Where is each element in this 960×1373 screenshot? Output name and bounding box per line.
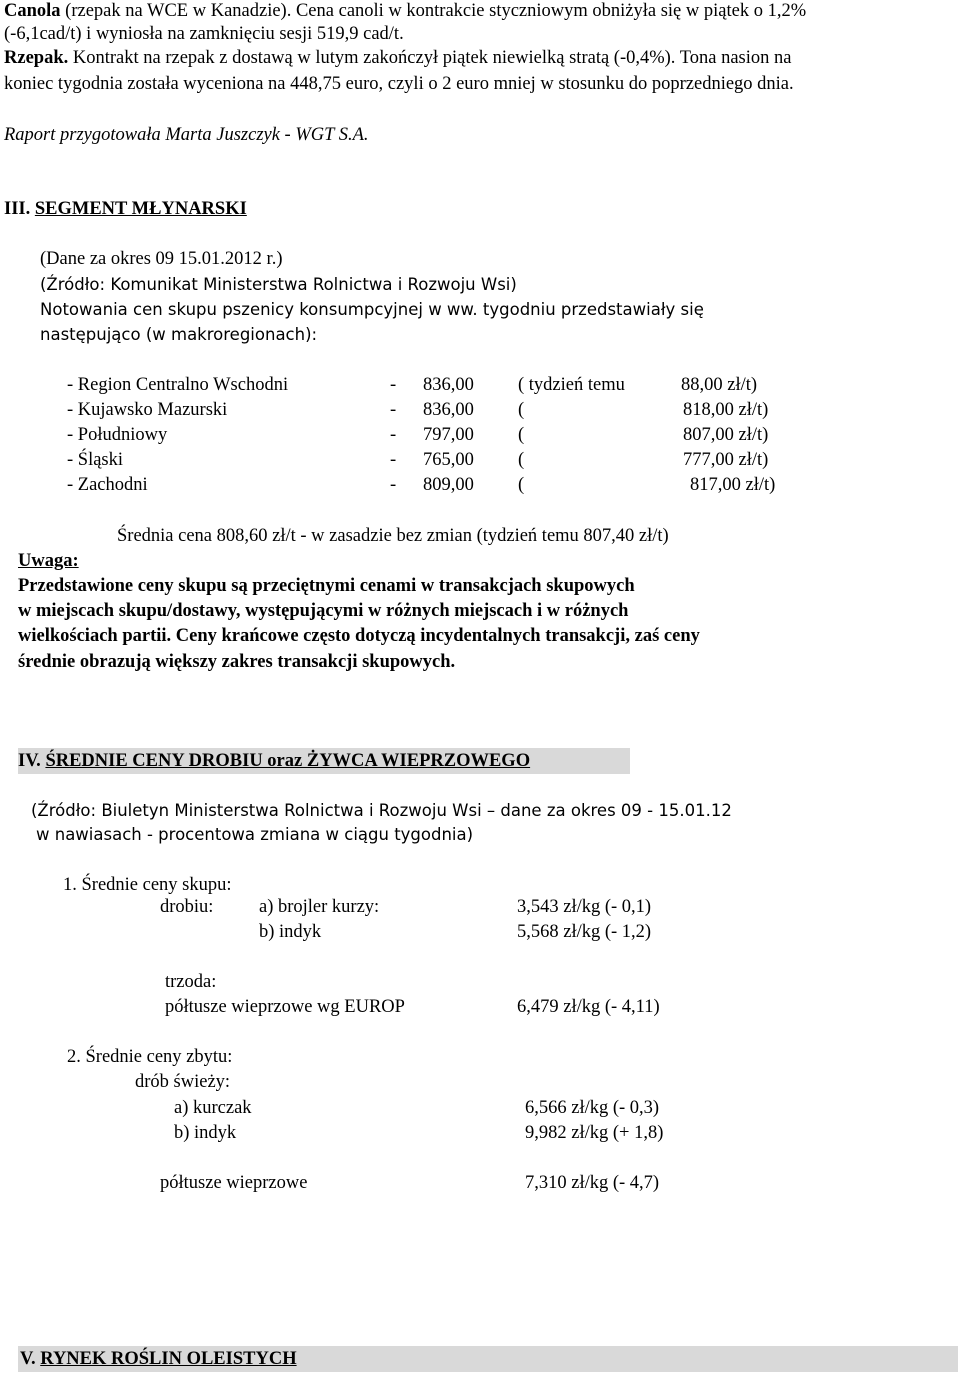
list2-title: 2. Średnie ceny zbytu: [67, 1047, 233, 1067]
region-prev-price: 818,00 zł/t) [683, 400, 769, 420]
list1-title: 1. Średnie ceny skupu: [63, 875, 232, 895]
section3-number: III. [4, 199, 31, 219]
canola-line-1 [4, 0, 806, 22]
drobiu-label: drobiu: [160, 897, 214, 917]
section4-number: IV. [18, 751, 41, 771]
rzepak-text: Kontrakt na rzepak z dostawą w lutym zakończył piątek niewielką stratą (-0,4%). Tona nasion na [68, 48, 792, 68]
note-line-4: średnie obrazują większy zakres transakcji skupowych. [18, 652, 456, 672]
rzepak-bold-label: Rzepak. [4, 48, 69, 68]
region-dash: - [390, 375, 397, 395]
region-paren: ( [518, 425, 525, 445]
region-paren: ( [518, 475, 525, 495]
section3-period: (Dane za okres 09 15.01.2012 r.) [40, 249, 283, 269]
indyk2-label: b) indyk [174, 1123, 237, 1143]
region-name: - Zachodni [67, 475, 148, 495]
drob-swiezy-label: drób świeży: [135, 1072, 231, 1092]
kurczak-label: a) kurczak [174, 1098, 252, 1118]
section3-intro-2: następująco (w makroregionach): [40, 325, 318, 344]
region-prev-price: 807,00 zł/t) [683, 425, 769, 445]
region-prev-price: 817,00 zł/t) [690, 475, 776, 495]
section3-source: (Źródło: Komunikat Ministerstwa Rolnictwa i Rozwoju Wsi) [40, 275, 517, 294]
report-author: Raport przygotowała Marta Juszczyk - WGT S.A. [4, 125, 369, 145]
region-dash: - [390, 400, 397, 420]
note-line-2: w miejscach skupu/dostawy, występującymi w różnych miejscach i w różnych [18, 601, 629, 621]
region-name: - Kujawsko Mazurski [67, 400, 228, 420]
brojler-label: a) brojler kurzy: [259, 897, 380, 917]
section3-heading [4, 198, 247, 220]
region-paren: ( [518, 400, 525, 420]
section5-heading [20, 1348, 297, 1370]
region-name: - Południowy [67, 425, 168, 445]
indyk-value: 5,568 zł/kg (- 1,2) [517, 922, 652, 942]
rzepak-line-2: koniec tygodnia została wyceniona na 448,75 euro, czyli o 2 euro mniej w stosunku do poprzedniego dnia. [4, 74, 794, 94]
kurczak-value: 6,566 zł/kg (- 0,3) [525, 1098, 660, 1118]
region-prev-price: 777,00 zł/t) [683, 450, 769, 470]
region-paren: ( [518, 450, 525, 470]
rzepak-line-1 [4, 47, 791, 69]
note-label: Uwaga: [18, 551, 79, 571]
average-price: Średnia cena 808,60 zł/t - w zasadzie bez zmian (tydzień temu 807,40 zł/t) [117, 526, 669, 546]
region-price: 836,00 [423, 375, 474, 395]
polt2-value: 7,310 zł/kg (- 4,7) [525, 1173, 660, 1193]
region-prev-price: 88,00 zł/t) [681, 375, 758, 395]
note-line-3: wielkościach partii. Ceny krańcowe często dotyczą incydentalnych transakcji, zaś ceny [18, 626, 700, 646]
canola-text: (rzepak na WCE w Kanadzie). Cena canoli w kontrakcie styczniowym obniżyła się w piątek o 1,2% [60, 1, 807, 21]
indyk-label: b) indyk [259, 922, 322, 942]
section4-title: ŚREDNIE CENY DROBIU oraz ŻYWCA WIEPRZOWEGO [45, 751, 531, 771]
section3-intro-1: Notowania cen skupu pszenicy konsumpcyjnej w ww. tygodniu przedstawiały się [40, 300, 704, 319]
section5-title: RYNEK ROŚLIN OLEISTYCH [40, 1349, 297, 1369]
region-paren: ( tydzień temu [518, 375, 625, 395]
region-price: 797,00 [423, 425, 474, 445]
polt2-label: półtusze wieprzowe [160, 1173, 308, 1193]
region-name: - Śląski [67, 450, 124, 470]
trzoda-label: trzoda: [165, 972, 217, 992]
region-name: - Region Centralno Wschodni [67, 375, 289, 395]
canola-bold-label: Canola [4, 1, 61, 21]
note-line-1: Przedstawione ceny skupu są przeciętnymi cenami w transakcjach skupowych [18, 576, 635, 596]
section4-heading [18, 750, 530, 772]
polt-value: 6,479 zł/kg (- 4,11) [517, 997, 660, 1017]
region-price: 836,00 [423, 400, 474, 420]
section4-source-1: (Źródło: Biuletyn Ministerstwa Rolnictwa i Rozwoju Wsi – dane za okres 09 - 15.01.12 [31, 801, 732, 820]
region-price: 809,00 [423, 475, 474, 495]
region-price: 765,00 [423, 450, 474, 470]
polt-label: półtusze wieprzowe wg EUROP [165, 997, 405, 1017]
section3-title: SEGMENT MŁYNARSKI [34, 199, 247, 219]
indyk2-value: 9,982 zł/kg (+ 1,8) [525, 1123, 664, 1143]
canola-line-2: (-6,1cad/t) i wyniosła na zamknięciu sesji 519,9 cad/t. [4, 24, 404, 44]
region-dash: - [390, 475, 397, 495]
section5-number: V. [20, 1349, 36, 1369]
region-dash: - [390, 450, 397, 470]
brojler-value: 3,543 zł/kg (- 0,1) [517, 897, 652, 917]
section4-source-2: w nawiasach - procentowa zmiana w ciągu tygodnia) [36, 825, 474, 844]
region-dash: - [390, 425, 397, 445]
